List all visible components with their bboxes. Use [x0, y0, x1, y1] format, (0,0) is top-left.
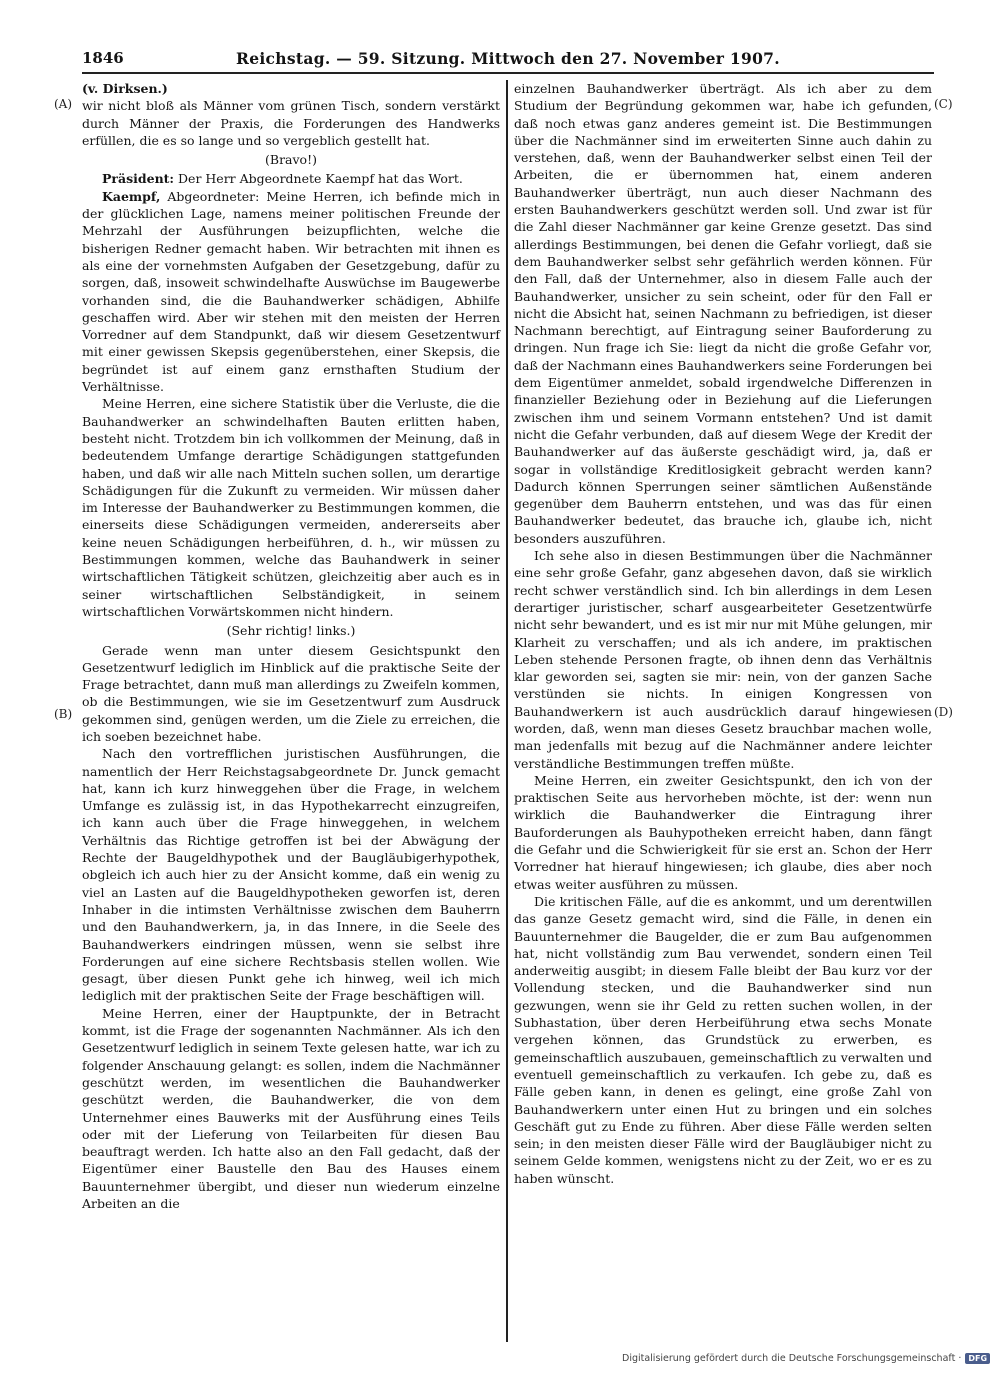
column-divider — [506, 80, 508, 1342]
digitization-footer — [622, 1353, 990, 1364]
page-number: 1846 — [82, 49, 124, 67]
margin-mark-c: (C) — [934, 97, 953, 111]
left-column — [82, 80, 500, 1212]
paragraph: wir nicht bloß als Männer vom grünen Tisch, sondern verstärkt durch Männer der Praxis, die Forderungen des Handwerks erfüllen, die es so lange und so vergeblich gestellt hat. — [82, 98, 500, 148]
right-column — [514, 80, 932, 1187]
interjection: (Sehr richtig! links.) — [226, 623, 356, 639]
paragraph-kaempf: Kaempf, Abgeordneter: Meine Herren, ich befinde mich in der glücklichen Lage, namens meiner politischen Freunde der Mehrzahl der Ausführungen beizupflichten, welche die bisherigen Redner gemacht haben. Wir betrachten mit ihnen es als eine der vornehmsten Aufgaben der Gesetzgebung, dafür zu sorgen, daß, insoweit schwindelhafte Auswüchse im Baugewerbe vorhanden sind, die die Bauhandwerker schädigen, Abhilfe geschaffen wird. Aber wir stehen mit den meisten der Herren Vorredner auf dem Standpunkt, daß wir diesem Gesetzentwurf mit einer gewissen Skepsis gegenüberstehen, einer Skepsis, die begründet ist auf einem ganz ernsthaften Studium der Verhältnisse. — [82, 188, 500, 395]
dfg-logo-icon: DFG — [965, 1353, 990, 1364]
margin-mark-a: (A) — [54, 97, 73, 111]
page-header — [82, 44, 934, 74]
footer-text: Digitalisierung gefördert durch die Deutsche Forschungsgemeinschaft · — [622, 1353, 962, 1364]
margin-mark-b: (B) — [54, 707, 73, 721]
paragraph: Die kritischen Fälle, auf die es ankommt, und um derentwillen das ganze Gesetz gemacht wird, sind die Fälle, in denen ein Bauunternehmer die Baugelder, die er zum Bau aufgenommen hat, nicht vollständig zum Bau verwendet, sondern einen Teil anderweitig ausgibt; in diesem Falle bleibt der Bau kurz vor der Vollendung stecken, und die Bauhandwerker sind nun gezwungen, wenn sie ihr Geld zu retten suchen wollen, in der Subhastation, über deren Herbeiführung etwa sechs Monate vergehen können, das Grundstück zu erwerben, es gemeinschaftlich auszubauen, gemeinschaftlich zu verwalten und eventuell gemeinschaftlich zu verkaufen. Ich gebe zu, daß es Fälle geben kann, in denen es gelingt, eine große Zahl von Bauhandwerkern unter einen Hut zu bringen und ein solches Geschäft gut zu Ende zu führen. Aber diese Fälle werden selten sein; in den meisten dieser Fälle wird der Baugläubiger nicht zu seinem Gelde kommen, wenigstens nicht zu der Zeit, wo er es zu haben wünscht. — [514, 893, 932, 1186]
speaker-continuation: (v. Dirksen.) — [82, 81, 168, 96]
paragraph-president: Präsident: Der Herr Abgeordnete Kaempf hat das Wort. — [102, 171, 463, 187]
paragraph: Gerade wenn man unter diesem Gesichtspunkt den Gesetzentwurf lediglich im Hinblick auf die praktische Seite der Frage betrachtet, dann muß man allerdings zu Zweifeln kommen, ob die Bestimmungen, wie sie im Gesetzentwurf zum Ausdruck gekommen sind, genügen werden, um die Ziele zu erreichen, die ich soeben bezeichnet habe. — [82, 642, 500, 744]
paragraph: Ich sehe also in diesen Bestimmungen über die Nachmänner eine sehr große Gefahr, ganz abgesehen davon, daß sie wirklich recht schwer verständlich sind. Ich bin allerdings in dem Lesen derartiger juristischer, scharf ausgearbeiteter Gesetzentwürfe nicht sehr bewandert, und es ist mir nur mit Mühe gelungen, mir Klarheit zu verschaffen; und als ich andere, im praktischen Leben stehende Personen fragte, ob ihnen denn das Verhältnis klar geworden sei, sagten sie mir: nein, von der ganzen Sache verstünden sie nichts. In einigen Kongressen von Bauhandwerkern ist auch ausdrücklich darauf hingewiesen worden, daß, wenn man dieses Gesetz brauchbar machen wolle, man jedenfalls mit bezug auf die Nachmänner andere leichter verständliche Bestimmungen treffen müßte. — [514, 548, 932, 771]
applause-note: (Bravo!) — [265, 152, 317, 168]
paragraph: einzelnen Bauhandwerker überträgt. Als ich aber zu dem Studium der Begründung gekommen war, habe ich gefunden, daß noch etwas ganz anderes gemeint ist. Die Bestimmungen über die Nachmänner sind im erweiterten Sinne auch dahin zu verstehen, daß, wenn der Bauhandwerker selbst einen Teil der Arbeiten, die er übernommen hat, einem anderen Bauhandwerker überträgt, nun auch dieser Nachmann des ersten Bauhandwerkers geschützt werden soll. Und zwar ist für die Zahl dieser Nachmänner gar keine Grenze gesetzt. Das sind allerdings Bestimmungen, bei denen die Gefahr vorliegt, daß sie dem Bauhandwerker selbst sehr gefährlich werden können. Für den Fall, daß der Unternehmer, also in diesem Falle auch der Bauhandwerker, unsicher zu sein scheint, oder für den Fall er nicht die Absicht hat, seinen Nachmann zu befriedigen, ist dieser Nachmann berechtigt, auf Eintragung seiner Bauforderung zu dringen. Nun frage ich Sie: liegt da nicht die große Gefahr vor, daß der Nachmann eines Bauhandwerkers seine Forderungen bei dem Eigentümer anmeldet, sobald irgendwelche Differenzen in finanzieller Beziehung oder in Beziehung auf die Lieferungen zwischen ihm und seinem Vormann entstehen? Und ist damit nicht die Gefahr verbunden, daß auf diesem Wege der Kredit der Bauhandwerker auf das äußerste geschädigt wird, ja, daß er sogar in vollständige Kreditlosigkeit gebracht werden kann? Dadurch können Sperrungen seiner sämtlichen Außenstände gegenüber dem Bauherrn entstehen, und was das für einen Bauhandwerker bedeutet, das brauche ich, glaube ich, nicht besonders auszuführen. — [514, 81, 932, 546]
paragraph: Meine Herren, ein zweiter Gesichtspunkt, den ich von der praktischen Seite aus hervorheben möchte, ist der: wenn nun wirklich die Bauhandwerker die Eintragung ihrer Bauforderungen als Bauhypotheken erreicht haben, dann fängt die Gefahr und die Schwierigkeit für sie erst an. Schon der Herr Vorredner hat hierauf hingewiesen; ich glaube, dies aber noch etwas weiter ausführen zu müssen. — [514, 772, 932, 892]
running-head: Reichstag. — 59. Sitzung. Mittwoch den 27. November 1907. — [236, 49, 780, 68]
speaker-tag: Kaempf, — [102, 188, 161, 204]
speaker-tag: Präsident: — [102, 171, 175, 187]
paragraph: Nach den vortrefflichen juristischen Ausführungen, die namentlich der Herr Reichstagsabgeordnete Dr. Junck gemacht hat, kann ich kurz hinweggehen über die Frage, in welchem Umfange es zulässig ist, in das Hypothekarrecht einzugreifen, ich kann auch über die Frage hinweggehen, in welchem Verhältnis das Richtige getroffen ist bei der Abwägung der Rechte der Baugeldhypothek und der Baugläubigerhypothek, obgleich ich auch hier zu der Ansicht komme, daß ein wenig zu viel an Lasten auf die Baugeldhypotheken geworfen ist, deren Inhaber in die intimsten Verhältnisse zwischen dem Bauherrn und den Bauhandwerkern, ja, in das Innere, in die Seele des Bauhandwerkers eindringen müssen, wenn sie selbst ihre Forderungen auf eine sichere Rechtsbasis stellen wollen. Wie gesagt, über diesen Punkt gehe ich hinweg, weil ich mich lediglich mit der praktischen Seite der Frage beschäftigen will. — [82, 746, 500, 1004]
paragraph: Meine Herren, eine sichere Statistik über die Verluste, die die Bauhandwerker an schwindelhaften Bauten erlitten haben, besteht nicht. Trotzdem bin ich vollkommen der Meinung, daß in bedeutendem Umfange derartige Schädigungen stattgefunden haben, und daß wir alle nach Mitteln suchen sollen, um derartige Schädigungen für die Zukunft zu vermeiden. Wir müssen daher im Interesse der Bauhandwerker zu Bestimmungen kommen, die einerseits diese Schädigungen vermeiden, andererseits aber keine neuen Schädigungen herbeiführen, d. h., wir müssen zu Bestimmungen kommen, welche das Bauhandwerk in seiner wirtschaftlichen Tätigkeit schützen, gleichzeitig aber auch es in seiner wirtschaftlichen Selbständigkeit, in seinem wirtschaftlichen Vorwärtskommen nicht hindern. — [82, 396, 500, 619]
margin-mark-d: (D) — [934, 705, 953, 719]
paragraph: Meine Herren, einer der Hauptpunkte, der in Betracht kommt, ist die Frage der sogenannten Nachmänner. Als ich den Gesetzentwurf lediglich in seinem Texte gelesen hatte, war ich zu folgender Anschauung gelangt: es sollen, indem die Nachmänner geschützt werden, im wesentlichen die Bauhandwerker geschützt werden, die Bauhandwerker, die von dem Unternehmer eines Bauwerks mit der Ausführung eines Teils oder mit der Lieferung von Teilarbeiten für diesen Bau beauftragt werden. Ich hatte also an den Fall gedacht, daß der Eigentümer einer Baustelle den Bau des Hauses einem Bauunternehmer übergibt, und dieser nun wiederum einzelne Arbeiten an die — [82, 1005, 500, 1211]
